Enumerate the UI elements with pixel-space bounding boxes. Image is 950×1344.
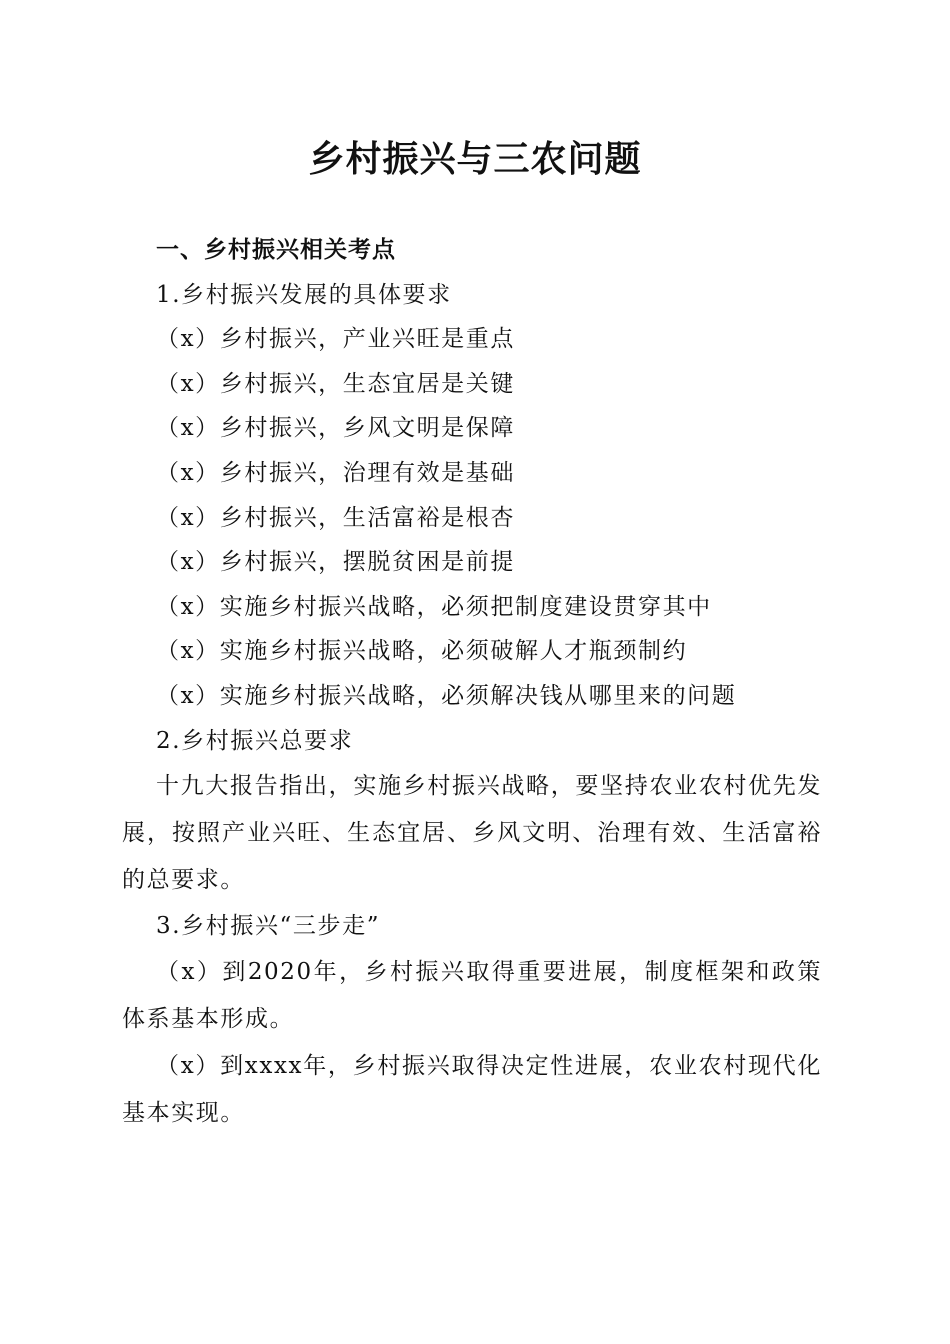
requirement-point: （x）乡村振兴，治理有效是基础: [156, 459, 515, 486]
requirement-point: （x）乡村振兴，生态宜居是关键: [156, 370, 515, 397]
requirement-point: （x）实施乡村振兴战略，必须把制度建设贯穿其中: [156, 593, 712, 620]
item3-heading: 3.乡村振兴“三步走”: [156, 913, 381, 940]
document-title: 乡村振兴与三农问题: [308, 138, 642, 180]
document-body: [122, 228, 822, 1137]
requirement-point: （x）实施乡村振兴战略，必须破解人才瓶颈制约: [156, 638, 688, 665]
item3-paragraph-2020: （x）到2020年，乡村振兴取得重要进展，制度框架和政策体系基本形成。: [122, 958, 822, 1032]
section-heading: 一、乡村振兴相关考点: [156, 237, 396, 263]
item1-heading: 1.乡村振兴发展的具体要求: [156, 281, 452, 308]
item3-paragraph-xxxx: （x）到xxxx年，乡村振兴取得决定性进展，农业农村现代化基本实现。: [122, 1052, 822, 1126]
item2-heading: 2.乡村振兴总要求: [156, 727, 354, 754]
requirement-point: （x）乡村振兴，摆脱贫困是前提: [156, 549, 515, 576]
requirement-point: （x）实施乡村振兴战略，必须解决钱从哪里来的问题: [156, 682, 737, 709]
requirement-point: （x）乡村振兴，产业兴旺是重点: [156, 326, 515, 353]
requirement-point: （x）乡村振兴，乡风文明是保障: [156, 415, 515, 442]
requirement-point: （x）乡村振兴，生活富裕是根杏: [156, 504, 515, 531]
item2-paragraph: 十九大报告指出，实施乡村振兴战略，要坚持农业农村优先发展，按照产业兴旺、生态宜居、乡风文明、治理有效、生活富裕的总要求。: [122, 773, 822, 894]
